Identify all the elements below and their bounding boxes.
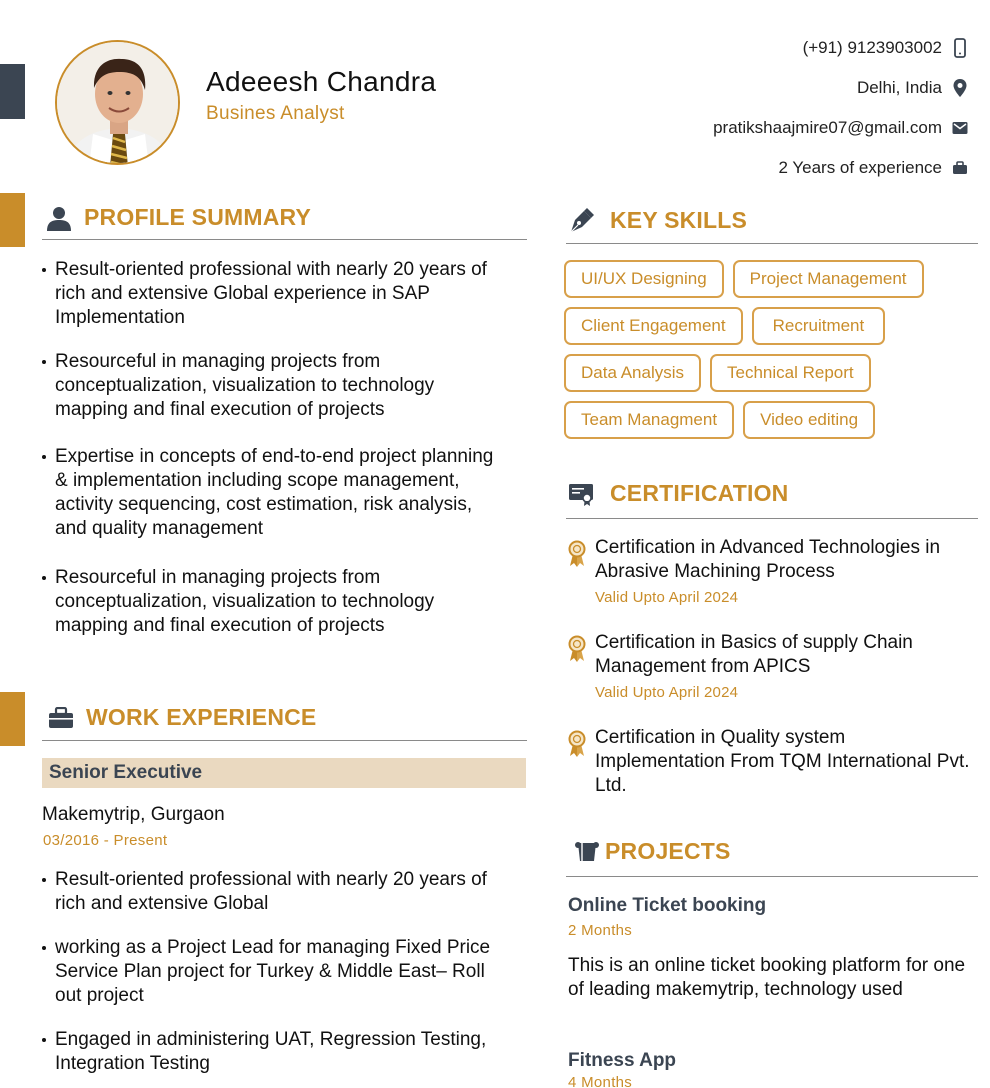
- certification-name: Certification in Quality system Implementation From TQM International Pvt. Ltd.: [595, 727, 970, 796]
- profile-summary-item: Result-oriented professional with nearly 20 years of rich and extensive Global experience in SAP Implementation: [42, 258, 502, 330]
- work-experience-title: WORK EXPERIENCE: [86, 704, 317, 730]
- certification-validity: Valid Upto April 2024: [595, 684, 739, 701]
- accent-bar-header: [0, 64, 25, 119]
- project-title: Online Ticket booking: [568, 895, 767, 916]
- work-item: Engaged in administering UAT, Regression Testing, Integration Testing: [42, 1028, 492, 1076]
- profile-summary-title: PROFILE SUMMARY: [84, 204, 312, 230]
- award-ribbon-icon: [566, 635, 588, 663]
- profile-summary-item: Resourceful in managing projects from conceptualization, visualization to technology mapping and final execution of projects: [42, 350, 502, 422]
- contact-email[interactable]: [713, 118, 968, 138]
- briefcase-icon: [48, 707, 74, 729]
- job-title: Senior Executive: [42, 758, 526, 788]
- skill-row: [564, 307, 984, 345]
- skill-chip: Project Management: [733, 260, 924, 298]
- key-skills-title: KEY SKILLS: [610, 206, 748, 233]
- work-divider: [42, 740, 527, 741]
- profile-divider: [42, 239, 527, 240]
- job-dates: 03/2016 - Present: [43, 832, 168, 849]
- skill-chip: Technical Report: [710, 354, 871, 392]
- mail-icon: [952, 121, 968, 135]
- certification-title: CERTIFICATION: [610, 480, 789, 506]
- email-text[interactable]: pratikshaajmire07@gmail.com: [713, 118, 942, 137]
- skill-chip: Video editing: [743, 401, 875, 439]
- accent-bar-profile: [0, 193, 25, 247]
- work-experience-list: [42, 868, 492, 1076]
- key-skills-header: [568, 206, 747, 234]
- skill-chip: Client Engagement: [564, 307, 743, 345]
- certification-header: [568, 480, 789, 507]
- candidate-name: Adeeesh Chandra: [206, 66, 437, 97]
- award-ribbon-icon: [566, 730, 588, 758]
- skill-chip: Recruitment: [752, 307, 886, 345]
- certification-item: [566, 536, 980, 606]
- user-icon: [46, 205, 72, 231]
- pen-nib-icon: [568, 206, 596, 234]
- work-item: working as a Project Lead for managing Fixed Price Service Plan project for Turkey & Middle East– Roll out project: [42, 936, 492, 1008]
- certification-validity: Valid Upto April 2024: [595, 589, 739, 606]
- project-duration: 4 Months: [568, 1074, 633, 1088]
- briefcase-icon: [952, 161, 968, 175]
- avatar: [55, 40, 180, 165]
- project-description: This is an online ticket booking platform for one of leading makemytrip, technology used: [568, 955, 966, 1000]
- profile-summary-item: Resourceful in managing projects from conceptualization, visualization to technology mapping and final execution of projects: [42, 566, 502, 638]
- candidate-role: Busines Analyst: [206, 103, 345, 124]
- projects-title: PROJECTS: [605, 838, 731, 864]
- certification-item: [566, 726, 980, 798]
- certification-name: Certification in Advanced Technologies in Abrasive Machining Process: [595, 537, 941, 582]
- certification-divider: [566, 518, 978, 519]
- accent-bar-work: [0, 692, 25, 746]
- skill-chip: UI/UX Designing: [564, 260, 724, 298]
- company: Makemytrip, Gurgaon: [42, 804, 225, 825]
- work-experience-header: [48, 704, 316, 731]
- award-ribbon-icon: [566, 540, 588, 568]
- work-item: Result-oriented professional with nearly 20 years of rich and extensive Global: [42, 868, 492, 916]
- scroll-icon: [574, 840, 600, 864]
- projects-divider: [566, 876, 978, 877]
- skill-row: [564, 401, 984, 439]
- skill-row: [564, 354, 984, 392]
- skills-chips: [564, 260, 984, 448]
- experience-text: 2 Years of experience: [778, 158, 942, 177]
- skill-row: [564, 260, 984, 298]
- location-pin-icon: [952, 78, 968, 98]
- skill-chip: Data Analysis: [564, 354, 701, 392]
- phone-text: (+91) 9123903002: [802, 38, 942, 57]
- projects-header: [574, 838, 731, 865]
- phone-icon: [952, 38, 968, 58]
- project-title: Fitness App: [568, 1050, 677, 1071]
- contact-phone: [803, 38, 968, 58]
- certificate-icon: [568, 481, 594, 507]
- profile-summary-list: [42, 258, 502, 638]
- certification-item: [566, 631, 980, 701]
- profile-summary-header: [46, 204, 311, 231]
- contact-experience: [778, 158, 968, 178]
- skills-divider: [566, 243, 978, 244]
- profile-summary-item: Expertise in concepts of end-to-end project planning & implementation including scope management, activity sequencing, cost estimation, risk analysis, and quality management: [42, 445, 502, 541]
- project-duration: 2 Months: [568, 922, 633, 939]
- skill-chip: Team Managment: [564, 401, 734, 439]
- location-text: Delhi, India: [856, 78, 942, 97]
- certification-name: Certification in Basics of supply Chain Management from APICS: [595, 632, 913, 677]
- contact-location: [857, 78, 968, 98]
